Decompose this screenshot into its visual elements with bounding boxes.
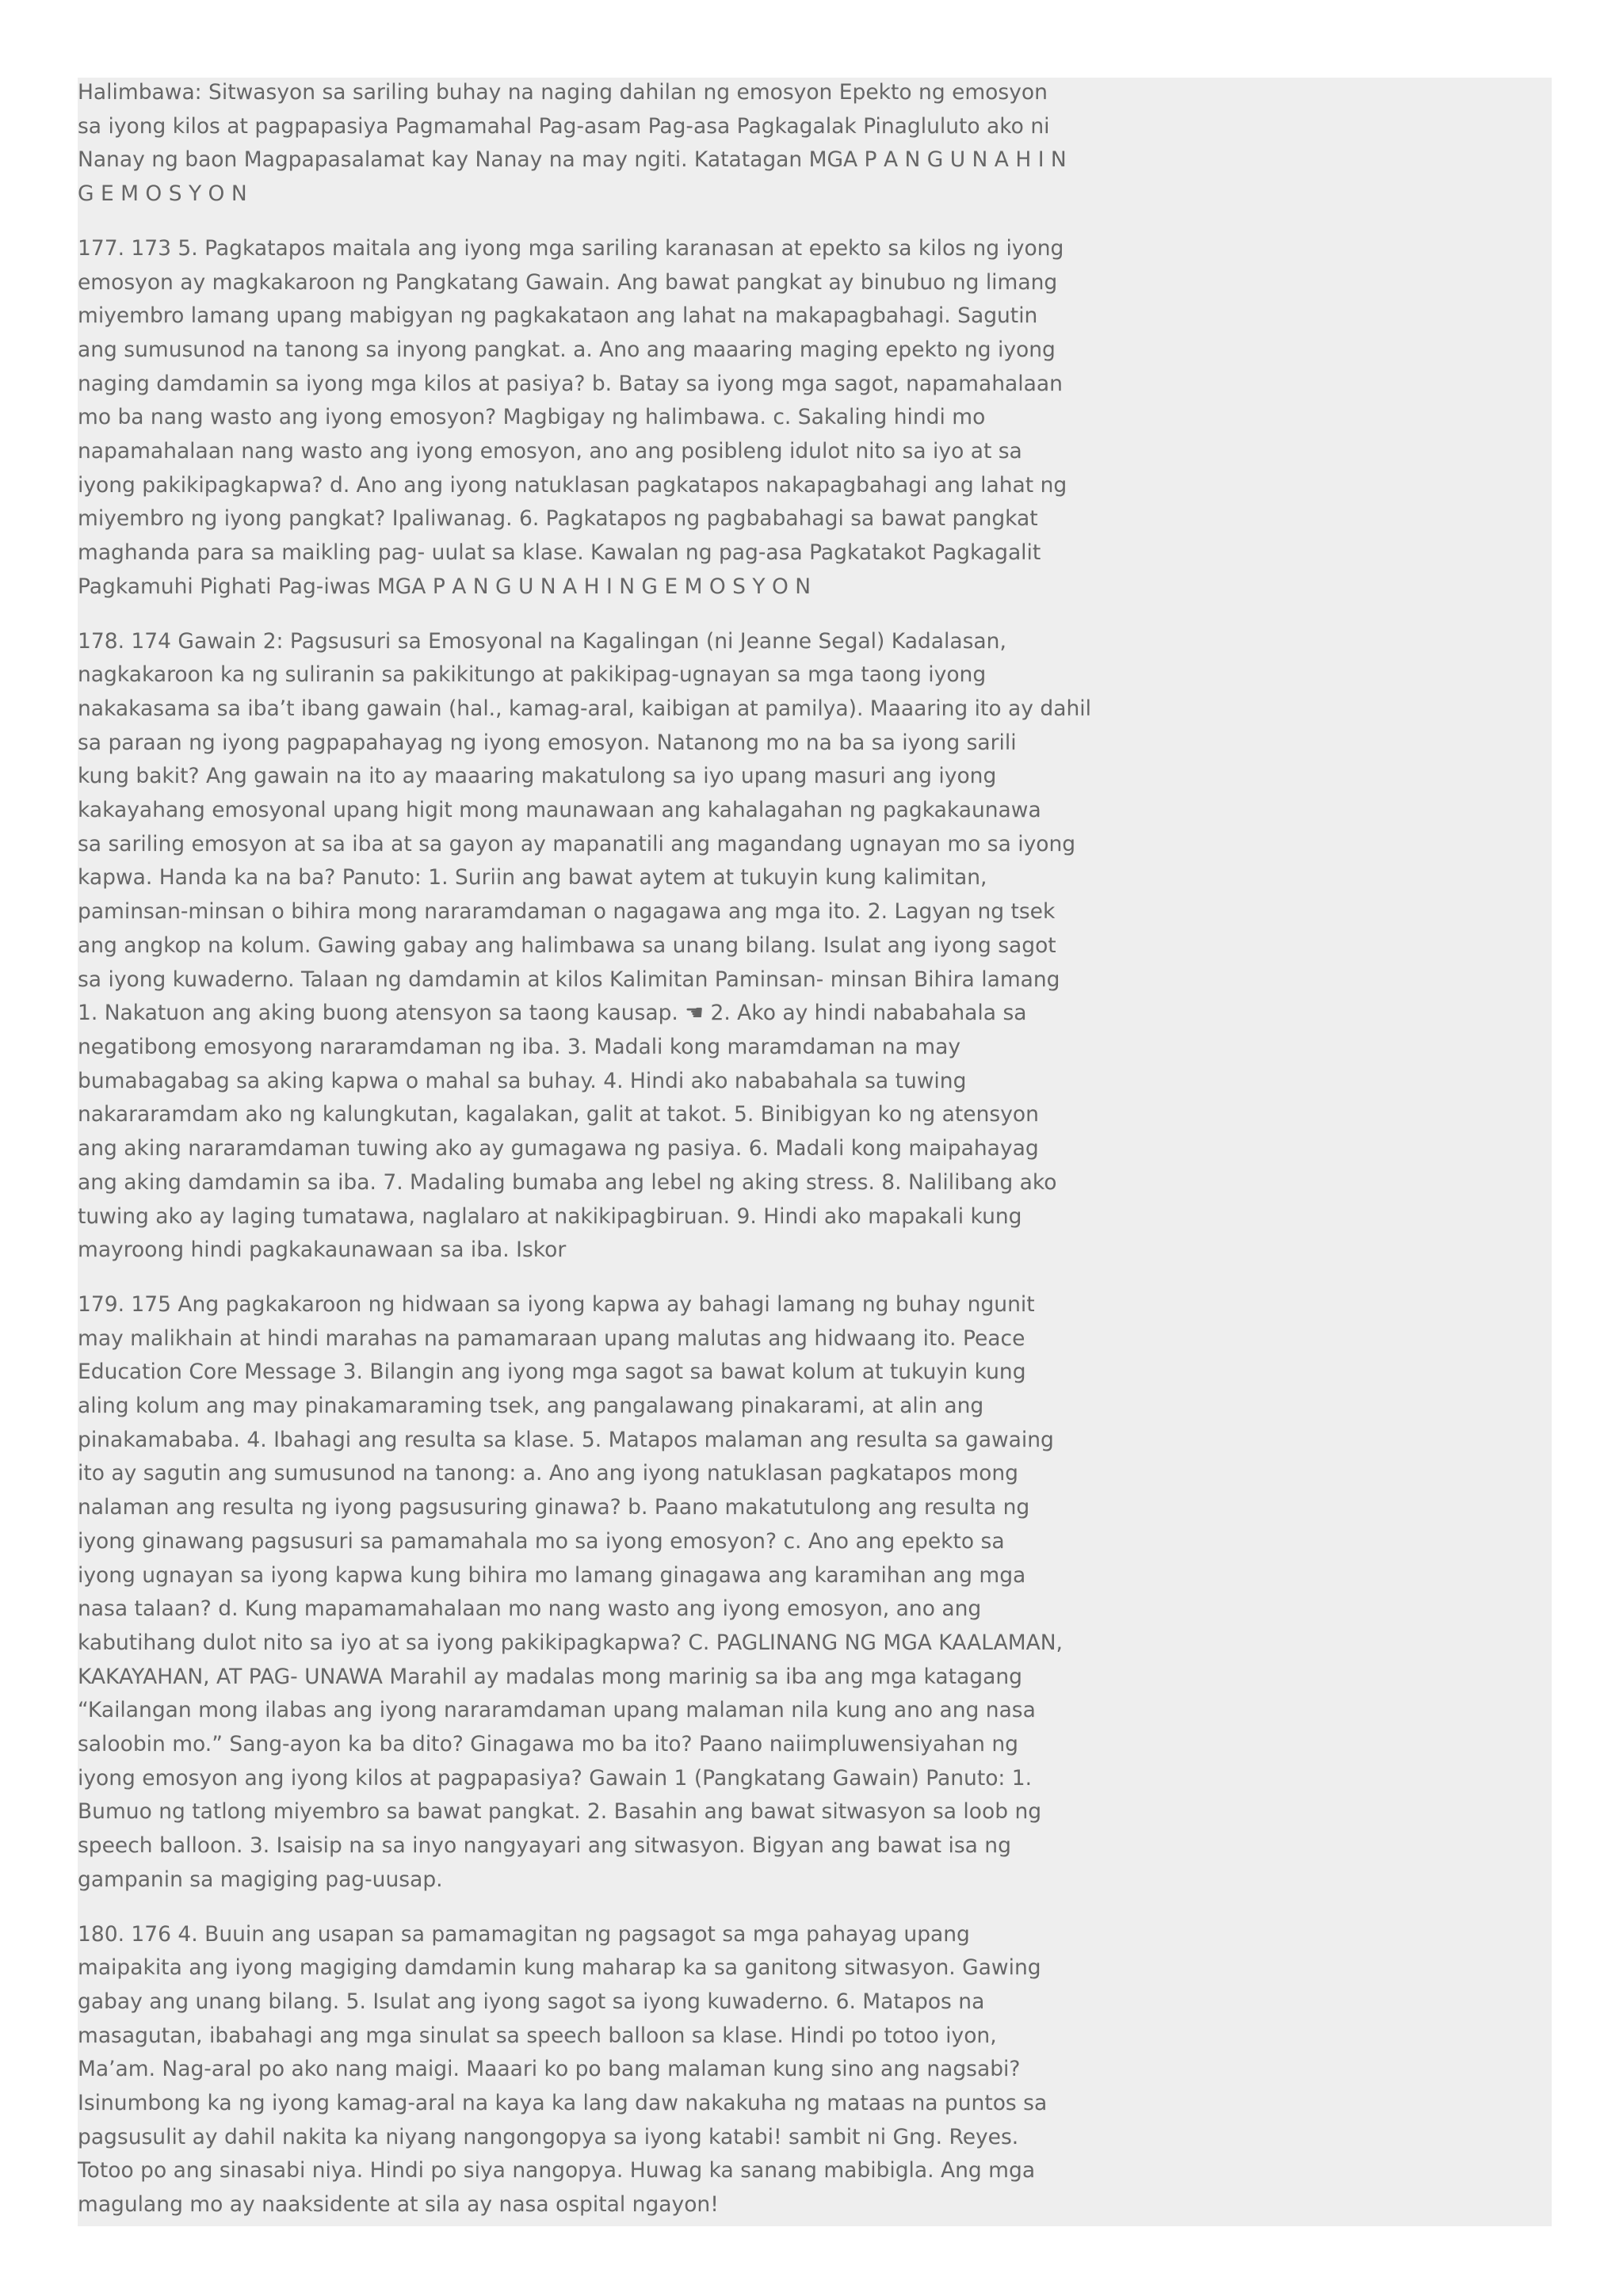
text-line: kabutihang dulot nito sa iyo at sa iyong pakikipagkapwa? C. PAGLINANG NG MGA KAALAMAN,	[78, 1630, 1063, 1655]
text-line: may malikhain at hindi marahas na pamamaraan upang malutas ang hidwaang ito. Peace	[78, 1325, 1025, 1351]
text-line: Bumuo ng tatlong miyembro sa bawat pangkat. 2. Basahin ang bawat sitwasyon sa loob ng	[78, 1799, 1042, 1825]
paragraph-p180	[78, 1918, 1068, 2222]
text-line: mo ba nang wasto ang iyong emosyon? Magbigay ng halimbawa. c. Sakaling hindi mo	[78, 405, 986, 430]
text-line: gampanin sa magiging pag-uusap.	[78, 1867, 443, 1892]
text-line: nasa talaan? d. Kung mapamamahalaan mo nang wasto ang iyong emosyon, ano ang	[78, 1596, 982, 1622]
text-line: speech balloon. 3. Isaisip na sa inyo nangyayari ang sitwasyon. Bigyan ang bawat isa ng	[78, 1833, 1011, 1859]
text-line: “Kailangan mong ilabas ang iyong nararamdaman upang malaman nila kung ano ang nasa	[78, 1698, 1036, 1723]
text-line: 179. 175 Ang pagkakaroon ng hidwaan sa iyong kapwa ay bahagi lamang ng buhay ngunit	[78, 1291, 1035, 1317]
text-line: nagkakaroon ka ng suliranin sa pakikitungo at pakikipag-ugnayan sa mga taong iyong	[78, 662, 987, 688]
text-line: miyembro ng iyong pangkat? Ipaliwanag. 6. Pagkatapos ng pagbabahagi sa bawat pangkat	[78, 506, 1038, 532]
text-line: ang sumusunod na tanong sa inyong pangkat. a. Ano ang maaaring maging epekto ng iyong	[78, 337, 1056, 362]
text-line: 1. Nakatuon ang aking buong atensyon sa taong kausap. ☚ 2. Ako ay hindi nababahala sa	[78, 1001, 1027, 1026]
text-line: nakararamdam ako ng kalungkutan, kagalakan, galit at takot. 5. Binibigyan ko ng atensyon	[78, 1102, 1039, 1127]
text-line: masagutan, ibabahagi ang mga sinulat sa speech balloon sa klase. Hindi po totoo iyon,	[78, 2023, 997, 2048]
text-line: Totoo po ang sinasabi niya. Hindi po siya nangopya. Huwag ka sanang mabibigla. Ang mga	[78, 2158, 1036, 2183]
text-line: iyong ugnayan sa iyong kapwa kung bihira mo lamang ginagawa ang karamihan ang mga	[78, 1562, 1026, 1588]
text-line: Nanay ng baon Magpapasalamat kay Nanay na may ngiti. Katatagan MGA P A N G U N A H I N	[78, 147, 1067, 173]
paragraph-p178	[78, 625, 1091, 1268]
text-line: iyong pakikipagkapwa? d. Ano ang iyong natuklasan pagkatapos nakapagbahagi ang lahat ng	[78, 472, 1067, 498]
text-line: kakayahang emosyonal upang higit mong maunawaan ang kahalagahan ng pagkakaunawa	[78, 798, 1041, 823]
text-line: ang angkop na kolum. Gawing gabay ang halimbawa sa unang bilang. Isulat ang iyong sagot	[78, 933, 1056, 958]
text-line: nakakasama sa iba’t ibang gawain (hal., kamag-aral, kaibigan at pamilya). Maaaring ito ay dahil	[78, 696, 1091, 721]
text-line: negatibong emosyong nararamdaman ng iba. 3. Madali kong maramdaman na may	[78, 1034, 961, 1059]
text-line: paminsan-minsan o bihira mong nararamdaman o nagagawa ang mga ito. 2. Lagyan ng tsek	[78, 899, 1056, 925]
text-line: maghanda para sa maikling pag- uulat sa klase. Kawalan ng pag-asa Pagkatakot Pagkagalit	[78, 540, 1041, 566]
text-line: napamahalaan nang wasto ang iyong emosyon, ano ang posibleng idulot nito sa iyo at sa	[78, 439, 1022, 464]
text-line: pinakamababa. 4. Ibahagi ang resulta sa klase. 5. Matapos malaman ang resulta sa gawaing	[78, 1427, 1054, 1452]
text-line: tuwing ako ay laging tumatawa, naglalaro at nakikipagbiruan. 9. Hindi ako mapakali kung	[78, 1203, 1022, 1229]
text-line: ang aking nararamdaman tuwing ako ay gumagawa ng pasiya. 6. Madali kong maipahayag	[78, 1136, 1039, 1161]
text-line: ito ay sagutin ang sumusunod na tanong: a. Ano ang iyong natuklasan pagkatapos mong	[78, 1461, 1018, 1486]
text-line: Education Core Message 3. Bilangin ang iyong mga sagot sa bawat kolum at tukuyin kung	[78, 1360, 1026, 1385]
text-line: Isinumbong ka ng iyong kamag-aral na kaya ka lang daw nakakuha ng mataas na puntos sa	[78, 2091, 1048, 2116]
text-line: kapwa. Handa ka na ba? Panuto: 1. Suriin ang bawat aytem at tukuyin kung kalimitan,	[78, 865, 987, 891]
text-line: sa paraan ng iyong pagpapahayag ng iyong emosyon. Natanong mo na ba sa iyong sarili	[78, 730, 1017, 755]
text-line: nalaman ang resulta ng iyong pagsusuring ginawa? b. Paano makatutulong ang resulta ng	[78, 1495, 1030, 1520]
text-line: KAKAYAHAN, AT PAG- UNAWA Marahil ay madalas mong marinig sa iba ang mga katagang	[78, 1664, 1022, 1689]
text-line: emosyon ay magkakaroon ng Pangkatang Gawain. Ang bawat pangkat ay binubuo ng limang	[78, 269, 1058, 295]
text-line: ang aking damdamin sa iba. 7. Madaling bumaba ang lebel ng aking stress. 8. Nalilibang ako	[78, 1169, 1057, 1195]
text-line: naging damdamin sa iyong mga kilos at pasiya? b. Batay sa iyong mga sagot, napamahalaan	[78, 371, 1063, 396]
text-line: Halimbawa: Sitwasyon sa sariling buhay na naging dahilan ng emosyon Epekto ng emosyon	[78, 80, 1048, 105]
paragraph-p177	[78, 232, 1068, 605]
text-line: gabay ang unang bilang. 5. Isulat ang iyong sagot sa iyong kuwaderno. 6. Matapos na	[78, 1989, 985, 2014]
text-line: kung bakit? Ang gawain na ito ay maaaring makatulong sa iyo upang masuri ang iyong	[78, 764, 997, 789]
text-line: sa iyong kilos at pagpapasiya Pagmamahal Pag-asam Pag-asa Pagkagalak Pinagluluto ako ni	[78, 113, 1050, 139]
text-line: miyembro lamang upang mabigyan ng pagkakataon ang lahat na makapagbahagi. Sagutin	[78, 303, 1038, 329]
text-line: iyong ginawang pagsusuri sa pamamahala mo sa iyong emosyon? c. Ano ang epekto sa	[78, 1528, 1005, 1554]
text-line: mayroong hindi pagkakaunawaan sa iba. Iskor	[78, 1238, 567, 1263]
document-body	[78, 76, 1091, 2243]
text-line: bumabagabag sa aking kapwa o mahal sa buhay. 4. Hindi ako nababahala sa tuwing	[78, 1068, 967, 1093]
paragraph-p179	[78, 1288, 1068, 1897]
text-line: 178. 174 Gawain 2: Pagsusuri sa Emosyonal na Kagalingan (ni Jeanne Segal) Kadalasan,	[78, 628, 1006, 654]
text-line: sa iyong kuwaderno. Talaan ng damdamin at kilos Kalimitan Paminsan- minsan Bihira lamang	[78, 967, 1060, 992]
paragraph-intro	[78, 76, 1068, 212]
text-line: sa sariling emosyon at sa iba at sa gayon ay mapanatili ang magandang ugnayan mo sa iyong	[78, 831, 1076, 856]
text-line: saloobin mo.” Sang-ayon ka ba dito? Ginagawa mo ba ito? Paano naiimpluwensiyahan ng	[78, 1732, 1018, 1757]
text-line: G E M O S Y O N	[78, 181, 247, 207]
text-line: pagsusulit ay dahil nakita ka niyang nangongopya sa iyong katabi! sambit ni Gng. Reyes.	[78, 2124, 1019, 2149]
text-line: aling kolum ang may pinakamaraming tsek, ang pangalawang pinakarami, at alin ang	[78, 1394, 984, 1419]
text-line: Pagkamuhi Pighati Pag-iwas MGA P A N G U N A H I N G E M O S Y O N	[78, 574, 812, 599]
text-line: iyong emosyon ang iyong kilos at pagpapasiya? Gawain 1 (Pangkatang Gawain) Panuto: 1.	[78, 1765, 1033, 1791]
text-line: 177. 173 5. Pagkatapos maitala ang iyong mga sariling karanasan at epekto sa kilos ng iyong	[78, 235, 1064, 261]
text-line: magulang mo ay naaksidente at sila ay nasa ospital ngayon!	[78, 2192, 719, 2218]
text-line: maipakita ang iyong magiging damdamin kung maharap ka sa ganitong sitwasyon. Gawing	[78, 1955, 1041, 1981]
text-line: 180. 176 4. Buuin ang usapan sa pamamagitan ng pagsagot sa mga pahayag upang	[78, 1921, 970, 1947]
text-line: Ma’am. Nag-aral po ako nang maigi. Maaari ko po bang malaman kung sino ang nagsabi?	[78, 2057, 1021, 2082]
